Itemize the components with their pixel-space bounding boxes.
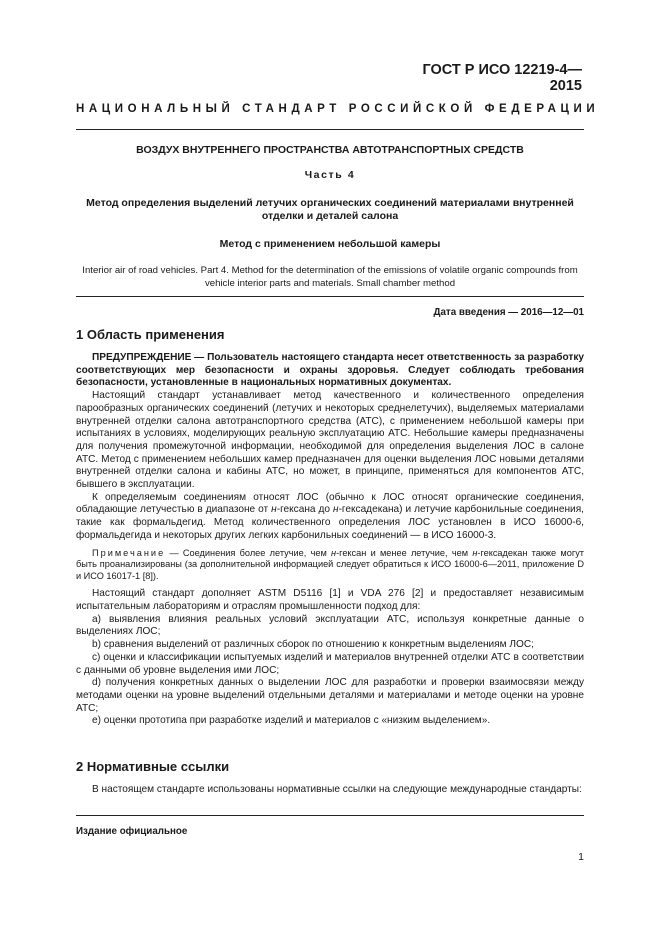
list-item: с) оценки и классификации испытуемых изделий и материалов внутренней отделки АТС в соответствии с данными об уровне выделения ими ЛОС; [76,651,584,676]
method-title: Метод с применением небольшой камеры [219,238,441,250]
page-number: 1 [578,851,584,863]
section-1-body [76,352,584,728]
warning-paragraph: ПРЕДУПРЕЖДЕНИЕ — Пользователь настоящего стандарта несет ответственность за разработку соответствующих мер безопасности и охраны здоровья. Следует соблюдать требования безопасности, установленные в национальных нормативных документах. [76,352,584,389]
compounds-paragraph: К определяемым соединениям относят ЛОС (обычно к ЛОС относят органические соединения, обладающие летучестью в диапазоне от н-гексана до н-гексадекана) и летучие карбонильные соединения, такие как формальдегид. Метод количественного определения ЛОС установлен в ИСО 16000-6, формальдегида и некоторых других легких карбонильных соединений — в ИСО 16000-3. [76,491,584,541]
english-title: Interior air of road vehicles. Part 4. Method for the determination of the emissions of volatile organic compounds from vehicle interior parts and materials. Small chamber method [82,265,578,289]
note-label: Примечание [92,547,166,558]
main-title: ВОЗДУХ ВНУТРЕННЕГО ПРОСТРАНСТВА АВТОТРАНСПОРТНЫХ СРЕДСТВ [136,144,524,156]
list-item: а) выявления влияния реальных условий эксплуатации АТС, используя конкретные данные о выделениях ЛОС; [76,613,584,638]
list-item: е) оценки прототипа при разработке изделий и материалов с «низким выделением». [92,715,491,727]
official-edition-label: Издание официальное [76,826,188,837]
document-id: ГОСТ Р ИСО 12219-4—2015 [422,62,582,94]
list-item: b) сравнения выделений от различных сборок по отношению к конкретным выделениям ЛОС; [92,639,534,651]
section-2-heading: 2 Нормативные ссылки [76,759,230,774]
section-1-heading: 1 Область применения [76,327,225,342]
subtitle: Метод определения выделений летучих органических соединений материалами внутренней отделки и деталей салона [86,197,574,222]
part-title: Часть 4 [304,169,356,181]
introduction-date: Дата введения — 2016—12—01 [433,307,584,318]
complement-paragraph: Настоящий стандарт дополняет ASTM D5116 [1] и VDA 276 [2] и предоставляет независимым испытательным лабораториям и отраслям промышленности подход для: [76,588,584,613]
footer-rule [76,815,584,816]
normative-references-paragraph: В настоящем стандарте использованы нормативные ссылки на следующие международные стандарты: [92,784,582,795]
section-2-body [76,784,584,797]
note-paragraph: Примечание — Соединения более летучие, чем н-гексан и менее летучие, чем н-гексадекан также могут быть проанализированы (за дополнительной информацией следует обратиться к ИСО 16000-6—2011, приложение D и ИСО 16017-1 [8]). [76,547,584,581]
standard-title: НАЦИОНАЛЬНЫЙ СТАНДАРТ РОССИЙСКОЙ ФЕДЕРАЦИИ [76,103,600,115]
list-item: d) получения конкретных данных о выделении ЛОС для разработки и проверки взаимосвязи между методами оценки на уровне выделений отдельными деталями и материалами и методе оценки на уровне АТС; [76,677,584,714]
header-rule [76,129,584,130]
scope-paragraph: Настоящий стандарт устанавливает метод качественного и количественного определения парообразных органических соединений (летучих и некоторых среднелетучих), выделяемых материалами внутренней отделки салона автотранспортного средства (АТС), с применением небольшой камеры при испытаниях в условиях, моделирующих реальную эксплуатацию АТС. Небольшие камеры предназначены для получения промежуточной информации, необходимой для определения выделения ЛОС в салоне АТС. Метод с применением небольших камер предназначен для оценки выделения ЛОС новыми деталями внутренней отделки салона и кабины АТС, но может, в принципе, применяться для компонентов АТС, бывшего в эксплуатации. [76,390,584,491]
title-rule [76,296,584,297]
